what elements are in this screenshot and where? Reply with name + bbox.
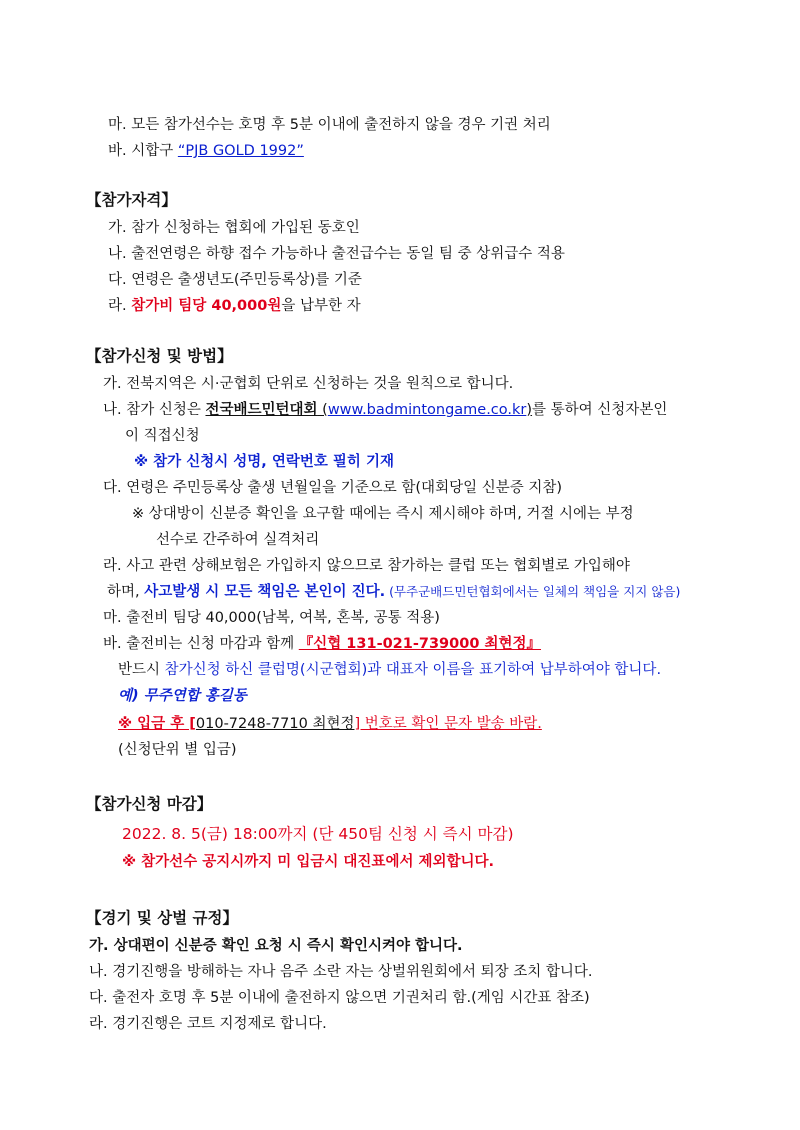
application-ba-instruction	[118, 660, 661, 680]
heading-eligibility: 【참가자격】	[86, 191, 177, 209]
site-name-link[interactable]: 전국배드민턴대회	[205, 402, 318, 418]
rule-ba	[108, 141, 304, 161]
application-ba-instruction-text: 참가신청 하신 클럽명(시군협회)과 대표자 이름을 표기하여 납부하여야 합니다.	[164, 662, 662, 678]
shuttlecock-name: “PJB GOLD 1992”	[177, 143, 304, 159]
site-url-link[interactable]: www.badmintongame.co.kr	[327, 402, 527, 418]
application-na-suffix: 를 통하여 신청자본인	[532, 402, 668, 418]
application-ra-cont-label: 하며,	[107, 584, 145, 600]
application-na-note: ※ 참가 신청시 성명, 연락번호 필히 기재	[134, 454, 394, 470]
application-na-cont: 이 직접신청	[125, 428, 200, 444]
application-ra: 라. 사고 관련 상해보험은 가입하지 않으므로 참가하는 클럽 또는 협회별로 가입해야	[103, 558, 630, 574]
entry-fee: 참가비 팀당 40,000원	[131, 298, 282, 314]
url-open-paren: (	[317, 402, 328, 418]
application-ba	[103, 634, 541, 654]
heading-application: 【참가신청 및 방법】	[86, 347, 233, 365]
eligibility-na: 나. 출전연령은 하향 접수 가능하나 출전급수는 동일 팀 중 상위급수 적용	[108, 246, 565, 262]
application-ba-label: 바. 출전비는 신청 마감과 함께	[103, 636, 299, 652]
application-ma: 마. 출전비 팀당 40,000(남복, 여복, 혼복, 공통 적용)	[103, 610, 440, 626]
deadline-date: 2022. 8. 5(금) 18:00까지 (단 450팀 신청 시 즉시 마감)	[122, 825, 514, 843]
liability-disclaimer: (무주군배드민턴협회에서는 일체의 책임을 지지 않음)	[385, 584, 681, 599]
application-na	[103, 400, 667, 420]
eligibility-da: 다. 연령은 출생년도(주민등록상)를 기준	[108, 272, 362, 288]
application-ba-instruction-label: 반드시	[118, 662, 165, 678]
liability-statement: 사고발생 시 모든 책임은 본인이 진다.	[144, 584, 386, 600]
rules-ga: 가. 상대편이 신분증 확인 요청 시 즉시 확인시켜야 합니다.	[89, 938, 463, 954]
application-da-note-cont: 선수로 간주하여 실격처리	[156, 532, 320, 548]
rules-da: 다. 출전자 호명 후 5분 이내에 출전하지 않으면 기권처리 함.(게임 시간표 참조)	[89, 990, 590, 1006]
url-close-paren: )	[526, 402, 533, 418]
deposit-notice	[118, 714, 542, 734]
deadline-note: ※ 참가선수 공지시까지 미 입금시 대진표에서 제외합니다.	[122, 854, 495, 870]
eligibility-ra	[108, 296, 361, 316]
payment-example: 예) 무주연합 홍길동	[118, 688, 247, 704]
heading-rules: 【경기 및 상벌 규정】	[86, 909, 239, 927]
deposit-notice-suffix: ] 번호로 확인 문자 발송 바람.	[354, 716, 542, 732]
application-ra-cont	[107, 582, 680, 602]
application-da-note: ※ 상대방이 신분증 확인을 요구할 때에는 즉시 제시해야 하며, 거절 시에는 부정	[132, 506, 634, 522]
application-da: 다. 연령은 주민등록상 출생 년월일을 기준으로 함(대회당일 신분증 지참)	[103, 480, 562, 496]
deposit-notice-prefix: ※ 입금 후 [	[118, 716, 196, 732]
eligibility-ga: 가. 참가 신청하는 협회에 가입된 동호인	[108, 220, 360, 236]
heading-deadline: 【참가신청 마감】	[86, 795, 213, 813]
payment-unit-note: (신청단위 별 입금)	[118, 742, 237, 758]
application-ga: 가. 전북지역은 시·군협회 단위로 신청하는 것을 원칙으로 합니다.	[103, 376, 514, 392]
rules-ra: 라. 경기진행은 코트 지정제로 합니다.	[89, 1016, 327, 1032]
rule-ba-label: 바. 시합구	[108, 143, 178, 159]
bank-account: 『신협 131-021-739000 최현정』	[298, 636, 541, 652]
eligibility-ra-suffix: 을 납부한 자	[281, 298, 361, 314]
eligibility-ra-label: 라.	[108, 298, 132, 314]
application-na-label: 나. 참가 신청은	[103, 402, 206, 418]
rule-ma: 마. 모든 참가선수는 호명 후 5분 이내에 출전하지 않을 경우 기권 처리	[108, 117, 551, 133]
deposit-phone: 010-7248-7710 최현정	[195, 716, 355, 732]
rules-na: 나. 경기진행을 방해하는 자나 음주 소란 자는 상벌위원회에서 퇴장 조치 합니다.	[89, 964, 593, 980]
